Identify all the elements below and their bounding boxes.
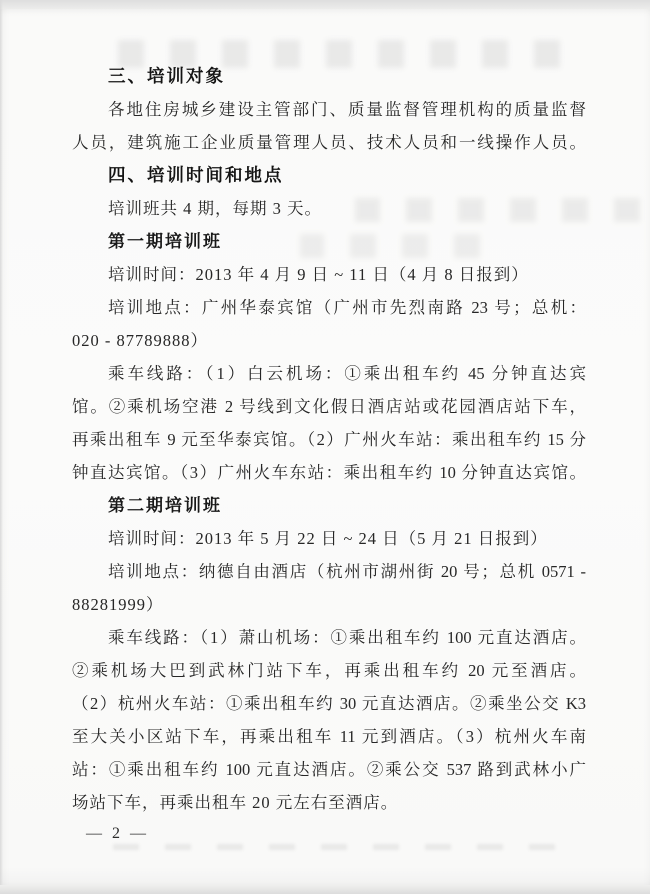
scan-edge-top — [0, 0, 650, 9]
heading-line: 四、培训时间和地点 — [108, 165, 284, 185]
text-line: 培训地点：广州华泰宾馆（广州市先烈南路 23 号；总机： — [108, 298, 586, 317]
text-line: 乘车线路：（1）萧山机场：①乘出租车约 100 元直达酒店。 — [108, 628, 586, 647]
text-line: 培训班共 4 期，每期 3 天。 — [108, 199, 322, 218]
text-line: 至大关小区站下车，再乘出租车 11 元到酒店。（3）杭州火车南 — [72, 727, 586, 746]
scan-edge-left — [0, 0, 3, 894]
text-line: 培训地点：纳德自由酒店（杭州市湖州街 20 号；总机 0571 - — [108, 562, 586, 581]
bleed-through-artifact — [95, 844, 555, 850]
text-line: 场站下车，再乘出租车 20 元左右至酒店。 — [72, 793, 399, 812]
text-line: 馆。②乘机场空港 2 号线到文化假日酒店站或花园酒店站下车， — [72, 397, 586, 416]
scan-edge-bottom — [0, 885, 650, 894]
subheading-line: 第二期培训班 — [108, 496, 222, 515]
text-line: （2）杭州火车站：①乘出租车约 30 元直达酒店。②乘坐公交 K3 — [72, 694, 586, 713]
document-body — [72, 60, 586, 819]
text-line: 各地住房城乡建设主管部门、质量监督管理机构的质量监督 — [108, 100, 586, 119]
text-line: ②乘机场大巴到武林门站下车，再乘出租车约 20 元至酒店。 — [72, 661, 586, 680]
text-line: 88281999） — [72, 595, 164, 614]
text-line: 020 - 87789888） — [72, 331, 208, 350]
text-line: 乘车线路：（1）白云机场：①乘出租车约 45 分钟直达宾 — [108, 364, 586, 383]
text-line: 再乘出租车 9 元至华泰宾馆。（2）广州火车站：乘出租车约 15 分 — [72, 430, 586, 449]
page-number: — 2 — — [86, 825, 149, 842]
text-line: 钟直达宾馆。（3）广州火车东站：乘出租车约 10 分钟直达宾馆。 — [72, 463, 586, 482]
text-line: 人员，建筑施工企业质量管理人员、技术人员和一线操作人员。 — [72, 133, 586, 152]
text-line: 站：①乘出租车约 100 元直达酒店。②乘公交 537 路到武林小广 — [72, 760, 586, 779]
text-line: 培训时间：2013 年 5 月 22 日 ~ 24 日（5 月 21 日报到） — [108, 529, 548, 548]
heading-line: 三、培训对象 — [108, 66, 225, 86]
text-line: 培训时间：2013 年 4 月 9 日 ~ 11 日（4 月 8 日报到） — [108, 265, 529, 284]
subheading-line: 第一期培训班 — [108, 232, 222, 251]
